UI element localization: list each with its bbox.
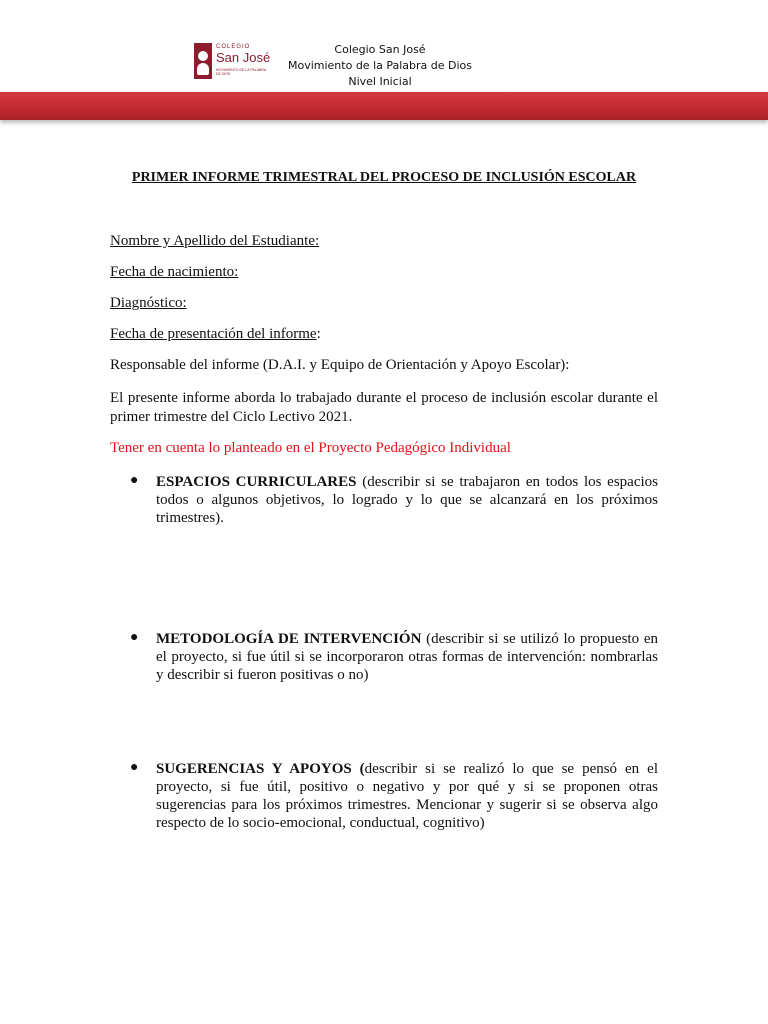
bullet-heading: SUGERENCIAS Y APOYOS (: [156, 761, 365, 777]
bullet-suggestions-support: [130, 760, 658, 832]
field-report-date-colon: :: [316, 326, 321, 342]
logo-text-movement: MOVIMIENTO DE LA PALABRA DE DIOS: [216, 68, 267, 76]
bullet-text: [156, 760, 658, 832]
logo-emblem-icon: [194, 43, 212, 79]
field-responsible: Responsable del informe (D.A.I. y Equipo de Orientación y Apoyo Escolar):: [110, 357, 570, 373]
school-name: Colegio San José: [334, 43, 426, 56]
logo-text-colegio: COLEGIO: [216, 44, 251, 50]
header-band: [0, 92, 768, 120]
bullet-icon: ●: [130, 630, 139, 645]
bullet-text: [156, 630, 658, 684]
field-report-date: [110, 326, 321, 343]
bullet-intervention-methodology: [130, 630, 658, 684]
field-diagnosis: Diagnóstico:: [110, 295, 187, 311]
bullet-icon: ●: [130, 760, 139, 775]
school-level: Nivel Inicial: [348, 75, 412, 88]
logo-text-name: San José: [216, 50, 271, 65]
school-header: [280, 42, 480, 90]
school-movement: Movimiento de la Palabra de Dios: [287, 59, 473, 72]
field-student-name: Nombre y Apellido del Estudiante:: [110, 233, 320, 249]
field-birth-date: Fecha de nacimiento:: [110, 264, 239, 280]
bullet-curricular-spaces: [130, 473, 658, 527]
field-report-date-label: Fecha de presentación del informe: [110, 326, 317, 342]
bullet-text: [156, 473, 658, 527]
red-note: Tener en cuenta lo planteado en el Proyecto Pedagógico Individual: [110, 440, 511, 456]
school-logo: [194, 43, 270, 81]
bullet-heading: ESPACIOS CURRICULARES: [156, 474, 357, 490]
intro-paragraph: El presente informe aborda lo trabajado durante el proceso de inclusión escolar durante el primer trimestre del Ciclo Lectivo 2021.: [110, 390, 658, 425]
bullet-description: (describir si se trabajaron en todos los espacios todos o algunos objetivos, lo logrado y lo que se alcanzará en los próximos trimestres).: [156, 474, 658, 526]
bullet-icon: ●: [130, 473, 139, 488]
bullet-description: describir si se realizó lo que se pensó en el proyecto, si fue útil, positivo o negativo y por qué y si se proponen otras sugerencias para los próximos trimestres. Mencionar y sugerir si se observa algo respecto de lo socio-emocional, conductual, cognitivo): [156, 761, 658, 831]
document-title: PRIMER INFORME TRIMESTRAL DEL PROCESO DE INCLUSIÓN ESCOLAR: [131, 170, 637, 185]
bullet-description: (describir si se utilizó lo propuesto en el proyecto, si fue útil si se incorporaron otras formas de intervención: nombrarlas y describir si fueron positivas o no): [156, 631, 658, 683]
bullet-heading: METODOLOGÍA DE INTERVENCIÓN: [156, 631, 422, 647]
